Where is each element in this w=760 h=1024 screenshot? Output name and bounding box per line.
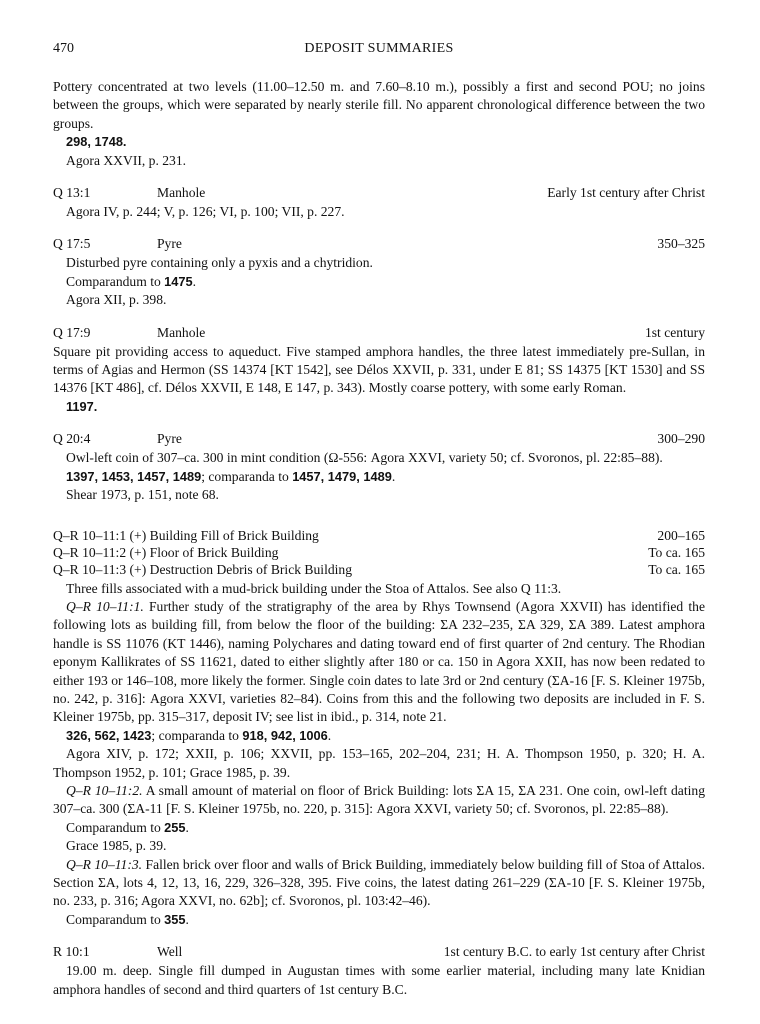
deposit-summaries-page [53, 40, 705, 999]
deposit-date: Early 1st century after Christ [547, 185, 705, 201]
entry-heading [53, 184, 705, 203]
intro-reference: Agora XXVII, p. 231. [66, 152, 187, 168]
section-text: Further study of the stratigraphy of the area by Rhys Townsend (Agora XXVII) has identified the following lots as building fill, from below the floor of the building: ΣΑ 232–235, ΣΑ 329, ΣΑ 389. Latest amphora handle is SS 11076 (KT 1446), naming Polychares and dating toward end of first quarter of 2nd century. The Rhodian eponym Kallikrates of SS 11621, dated to either slightly after 180 or ca. 150 in Agora XXII, has now been redated to either 193 or 146–108, more likely the former. Single coin dates to late 3rd or 2nd century (ΣΑ-16 [F. S. Kleiner 1975b, no. 242, p. 316]: Agora XXVI, varieties 82–84). Coins from this and the following two deposits are included in F. S. Kleiner 1975b, pp. 315–317, deposit IV; see list in ibid., p. 314, note 21. [53, 598, 705, 725]
deposit-date: 1st century [644, 324, 705, 340]
comparandum-label: Comparandum to [66, 819, 165, 835]
qr-row-label: Q–R 10–11:2 (+) Floor of Brick Building [53, 544, 279, 560]
page-number: 470 [53, 41, 74, 56]
deposit-catalog: 1197. [66, 398, 98, 414]
catalog-mid: ; comparanda to [201, 468, 293, 484]
deposit-description: 19.00 m. deep. Single fill dumped in Augustan times with some earlier material, including many late Knidian amphora handles of second and third quarters of 1st century B.C. [53, 963, 705, 997]
qr-row-1 [53, 527, 705, 544]
section-label: Q–R 10–11:1. [66, 598, 144, 614]
deposit-reference: Shear 1973, p. 151, note 68. [66, 487, 219, 503]
qr-section-1 [53, 598, 705, 727]
comparandum-number: 1475 [164, 273, 193, 289]
deposit-reference: Agora IV, p. 244; V, p. 126; VI, p. 100; VII, p. 227. [66, 204, 345, 220]
qr-row-3 [53, 561, 705, 578]
intro-text: Pottery concentrated at two levels (11.00–12.50 m. and 7.60–8.10 m.), possibly a first and second POU; no joins between the groups, which were separated by nearly sterile fill. No apparent chronological difference between the two groups. [53, 79, 705, 131]
entry-heading [53, 430, 705, 449]
running-title: DEPOSIT SUMMARIES [304, 41, 454, 56]
comparandum-number: 355 [164, 911, 186, 927]
intro-entry [53, 78, 705, 170]
qr-row-date: To ca. 165 [648, 561, 705, 577]
deposit-id: R 10:1 [53, 944, 90, 960]
deposit-date: 300–290 [657, 431, 705, 447]
section-text: Fallen brick over floor and walls of Brick Building, immediately below building fill of Stoa of Attalos. Section ΣΑ, lots 4, 12, 13, 16, 229, 326–328, 395. Five coins, the latest dating 261–229 (ΣΑ-10 [F. S. Kleiner 1975b, no. 233, p. 316; Agora XXVI, no. 62b]; cf. Svoronos, pl. 103:42–46). [53, 856, 705, 909]
deposit-type: Manhole [157, 324, 206, 340]
catalog-mid: ; comparanda to [151, 727, 243, 743]
deposit-reference: Agora XII, p. 398. [66, 292, 167, 308]
entry-q20-4 [53, 430, 705, 504]
comparandum-end: . [185, 911, 189, 927]
page-header [53, 40, 705, 64]
deposit-type: Manhole [157, 185, 206, 201]
qr-row-date: To ca. 165 [648, 544, 705, 560]
qr-row-label: Q–R 10–11:1 (+) Building Fill of Brick Building [53, 527, 319, 543]
catalog-end: . [391, 468, 396, 484]
qr-section-1-catalog [66, 727, 705, 745]
qr-section-3-comparandum [66, 911, 705, 929]
entry-r10-1 [53, 943, 705, 999]
entry-qr-10-11 [53, 527, 705, 930]
deposit-description: Disturbed pyre containing only a pyxis and a chytridion. [66, 255, 373, 271]
entry-q17-5 [53, 235, 705, 309]
comparandum-label: Comparandum to [66, 273, 161, 289]
entry-q17-9 [53, 324, 705, 417]
comparandum-end: . [185, 819, 189, 835]
deposit-type: Pyre [157, 431, 182, 447]
comparandum-number: 255 [164, 819, 186, 835]
entry-heading [53, 324, 705, 343]
catalog-end: . [327, 727, 332, 743]
deposit-id: Q 17:5 [53, 236, 91, 252]
deposit-catalog [66, 468, 705, 486]
catalog-numbers: 1397, 1453, 1457, 1489 [66, 468, 202, 484]
deposit-description: Square pit providing access to aqueduct. Five stamped amphora handles, the three latest immediately pre-Sullan, in terms of Agias and Hermon (SS 14374 [KT 1542], see Délos XXVII, p. 331, under E 81; SS 14375 [KT 1530] and SS 14376 [KT 486], cf. Délos XXVII, E 148, E 147, p. 343). Mostly coarse pottery, with some early Roman. [53, 343, 705, 396]
deposit-type: Well [157, 944, 183, 960]
section-text: A small amount of material on floor of Brick Building: lots ΣΑ 15, ΣΑ 231. One coin, owl-left dating 307–ca. 300 (ΣΑ-11 [F. S. Kleiner 1975b, no. 220, p. 315]: Agora XXVI, variety 50; cf. Svoronos, pl. 22:85–88). [53, 782, 705, 817]
section-label: Q–R 10–11:2. [66, 782, 143, 798]
comparandum-line [66, 273, 705, 291]
comparanda-numbers: 1457, 1479, 1489 [292, 468, 392, 484]
qr-row-date: 200–165 [657, 527, 705, 543]
qr-row-2 [53, 544, 705, 561]
qr-section-2-reference: Grace 1985, p. 39. [66, 838, 167, 854]
entry-heading [53, 943, 705, 962]
deposit-date: 350–325 [657, 236, 705, 252]
catalog-numbers: 326, 562, 1423 [66, 727, 152, 743]
qr-section-1-reference: Agora XIV, p. 172; XXII, p. 106; XXVII, pp. 153–165, 202–204, 231; H. A. Thompson 1950, p. 320; H. A. Thompson 1952, p. 101; Grace 1985, p. 39. [53, 746, 705, 780]
deposit-date: 1st century B.C. to early 1st century after Christ [443, 944, 705, 960]
section-label: Q–R 10–11:3. [66, 856, 143, 872]
deposit-id: Q 17:9 [53, 324, 91, 340]
intro-catalog: 298, 1748. [66, 134, 127, 150]
qr-description: Three fills associated with a mud-brick building under the Stoa of Attalos. See also Q 11:3. [66, 580, 562, 596]
comparanda-numbers: 918, 942, 1006 [242, 727, 328, 743]
deposit-id: Q 13:1 [53, 185, 91, 201]
entry-heading [53, 235, 705, 254]
qr-section-2 [53, 782, 705, 819]
deposit-type: Pyre [157, 236, 182, 252]
qr-row-label: Q–R 10–11:3 (+) Destruction Debris of Brick Building [53, 561, 353, 577]
comparandum-label: Comparandum to [66, 911, 165, 927]
entry-q13-1 [53, 184, 705, 221]
qr-section-3 [53, 856, 705, 911]
comparandum-end: . [192, 273, 197, 289]
qr-section-2-comparandum [66, 819, 705, 837]
deposit-id: Q 20:4 [53, 431, 91, 447]
deposit-description: Owl-left coin of 307–ca. 300 in mint condition (Ω-556: Agora XXVI, variety 50; cf. Svoronos, pl. 22:85–88). [66, 450, 663, 466]
